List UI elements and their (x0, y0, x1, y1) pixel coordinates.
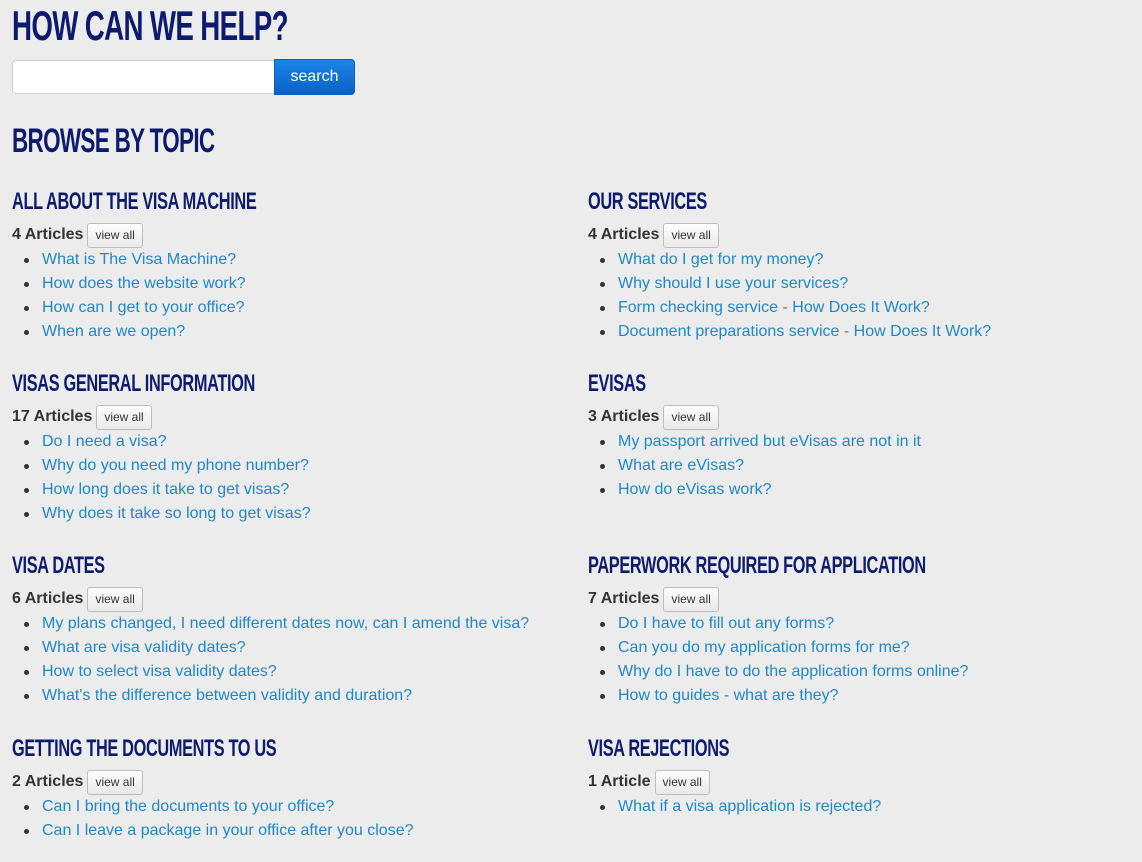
article-link[interactable]: What if a visa application is rejected? (618, 798, 882, 815)
list-item (24, 430, 552, 454)
list-item (600, 684, 1128, 708)
article-link[interactable]: Can I leave a package in your office after you close? (42, 822, 414, 839)
search-input[interactable] (12, 60, 274, 94)
bullet-icon (600, 464, 605, 469)
topic-title: VISAS GENERAL INFORMATION (12, 370, 255, 397)
article-link[interactable]: When are we open? (42, 323, 186, 340)
list-item (600, 612, 1128, 636)
article-count: 4 Articles (588, 226, 660, 243)
topic-paperwork-required (588, 552, 1128, 708)
bullet-icon (24, 829, 29, 834)
view-all-button[interactable]: view all (96, 405, 151, 430)
bullet-icon (24, 646, 29, 651)
view-all-button[interactable]: view all (663, 223, 718, 248)
bullet-icon (24, 488, 29, 493)
list-item (600, 660, 1128, 684)
article-link[interactable]: Can I bring the documents to your office? (42, 798, 335, 815)
article-list (12, 430, 552, 526)
article-list (12, 248, 552, 344)
topic-title: PAPERWORK REQUIRED FOR APPLICATION (588, 552, 926, 579)
list-item (24, 272, 552, 296)
article-count-row (12, 404, 552, 430)
list-item (24, 660, 552, 684)
view-all-button[interactable]: view all (663, 405, 718, 430)
view-all-button[interactable]: view all (87, 770, 142, 795)
bullet-icon (600, 805, 605, 810)
list-item (600, 430, 1128, 454)
list-item (24, 454, 552, 478)
bullet-icon (24, 622, 29, 627)
topic-visa-rejections (588, 735, 1128, 819)
article-count-row (588, 769, 1128, 795)
search-bar (12, 60, 355, 95)
list-item (600, 272, 1128, 296)
list-item (24, 478, 552, 502)
article-link[interactable]: What do I get for my money? (618, 251, 824, 268)
list-item (600, 320, 1128, 344)
article-link[interactable]: Why do you need my phone number? (42, 457, 309, 474)
article-link[interactable]: How to guides - what are they? (618, 687, 839, 704)
article-link[interactable]: Do I need a visa? (42, 433, 167, 450)
list-item (24, 636, 552, 660)
list-item (600, 478, 1128, 502)
list-item (24, 320, 552, 344)
article-list (588, 795, 1128, 819)
bullet-icon (24, 282, 29, 287)
topic-title: EVISAS (588, 370, 646, 397)
topic-evisas (588, 370, 1128, 502)
article-count: 6 Articles (12, 590, 84, 607)
view-all-button[interactable]: view all (87, 587, 142, 612)
article-list (588, 430, 1128, 502)
list-item (600, 454, 1128, 478)
topic-getting-the-documents-to-us (12, 735, 552, 843)
list-item (600, 795, 1128, 819)
article-count: 17 Articles (12, 408, 93, 425)
bullet-icon (600, 306, 605, 311)
article-list (12, 795, 552, 843)
article-link[interactable]: How do eVisas work? (618, 481, 772, 498)
article-count: 7 Articles (588, 590, 660, 607)
topic-all-about-the-visa-machine (12, 188, 552, 344)
article-link[interactable]: Why does it take so long to get visas? (42, 505, 311, 522)
bullet-icon (600, 282, 605, 287)
topic-title: OUR SERVICES (588, 188, 707, 215)
article-link[interactable]: What are eVisas? (618, 457, 744, 474)
article-link[interactable]: Document preparations service - How Does It Work? (618, 323, 992, 340)
article-link[interactable]: Do I have to fill out any forms? (618, 615, 835, 632)
list-item (24, 795, 552, 819)
article-count: 1 Article (588, 773, 651, 790)
bullet-icon (600, 646, 605, 651)
topic-visas-general-information (12, 370, 552, 526)
bullet-icon (600, 488, 605, 493)
article-count-row (588, 404, 1128, 430)
list-item (600, 248, 1128, 272)
bullet-icon (600, 258, 605, 263)
bullet-icon (24, 805, 29, 810)
article-link[interactable]: What are visa validity dates? (42, 639, 246, 656)
page-title: HOW CAN WE HELP? (12, 2, 288, 49)
topic-title: VISA REJECTIONS (588, 735, 730, 762)
article-link[interactable]: What's the difference between validity and duration? (42, 687, 413, 704)
article-list (588, 248, 1128, 344)
article-link[interactable]: My plans changed, I need different dates now, can I amend the visa? (42, 615, 530, 632)
article-link[interactable]: What is The Visa Machine? (42, 251, 237, 268)
search-button[interactable]: search (274, 59, 355, 95)
bullet-icon (24, 670, 29, 675)
topic-visa-dates (12, 552, 552, 708)
bullet-icon (600, 670, 605, 675)
list-item (600, 296, 1128, 320)
list-item (24, 684, 552, 708)
list-item (24, 502, 552, 526)
bullet-icon (600, 622, 605, 627)
list-item (24, 819, 552, 843)
article-count: 2 Articles (12, 773, 84, 790)
view-all-button[interactable]: view all (655, 770, 710, 795)
article-count-row (588, 222, 1128, 248)
list-item (24, 296, 552, 320)
bullet-icon (24, 464, 29, 469)
view-all-button[interactable]: view all (663, 587, 718, 612)
article-count-row (12, 586, 552, 612)
article-count-row (12, 222, 552, 248)
article-link[interactable]: How can I get to your office? (42, 299, 245, 316)
bullet-icon (24, 258, 29, 263)
view-all-button[interactable]: view all (87, 223, 142, 248)
article-count-row (588, 586, 1128, 612)
article-link[interactable]: Can you do my application forms for me? (618, 639, 910, 656)
list-item (600, 636, 1128, 660)
bullet-icon (600, 440, 605, 445)
article-list (12, 612, 552, 708)
browse-by-topic-heading: BROWSE BY TOPIC (12, 122, 215, 160)
bullet-icon (24, 694, 29, 699)
article-count-row (12, 769, 552, 795)
article-link[interactable]: Why do I have to do the application forms online? (618, 663, 969, 680)
article-link[interactable]: Form checking service - How Does It Work? (618, 299, 930, 316)
article-list (588, 612, 1128, 708)
list-item (24, 248, 552, 272)
bullet-icon (24, 440, 29, 445)
article-count: 4 Articles (12, 226, 84, 243)
article-count: 3 Articles (588, 408, 660, 425)
bullet-icon (600, 330, 605, 335)
list-item (24, 612, 552, 636)
bullet-icon (600, 694, 605, 699)
topic-our-services (588, 188, 1128, 344)
article-link[interactable]: Why should I use your services? (618, 275, 849, 292)
bullet-icon (24, 306, 29, 311)
article-link[interactable]: How long does it take to get visas? (42, 481, 290, 498)
bullet-icon (24, 512, 29, 517)
topic-title: GETTING THE DOCUMENTS TO US (12, 735, 277, 762)
article-link[interactable]: How to select visa validity dates? (42, 663, 277, 680)
topic-title: ALL ABOUT THE VISA MACHINE (12, 188, 257, 215)
topic-title: VISA DATES (12, 552, 105, 579)
bullet-icon (24, 330, 29, 335)
article-link[interactable]: My passport arrived but eVisas are not in it (618, 433, 921, 450)
article-link[interactable]: How does the website work? (42, 275, 246, 292)
